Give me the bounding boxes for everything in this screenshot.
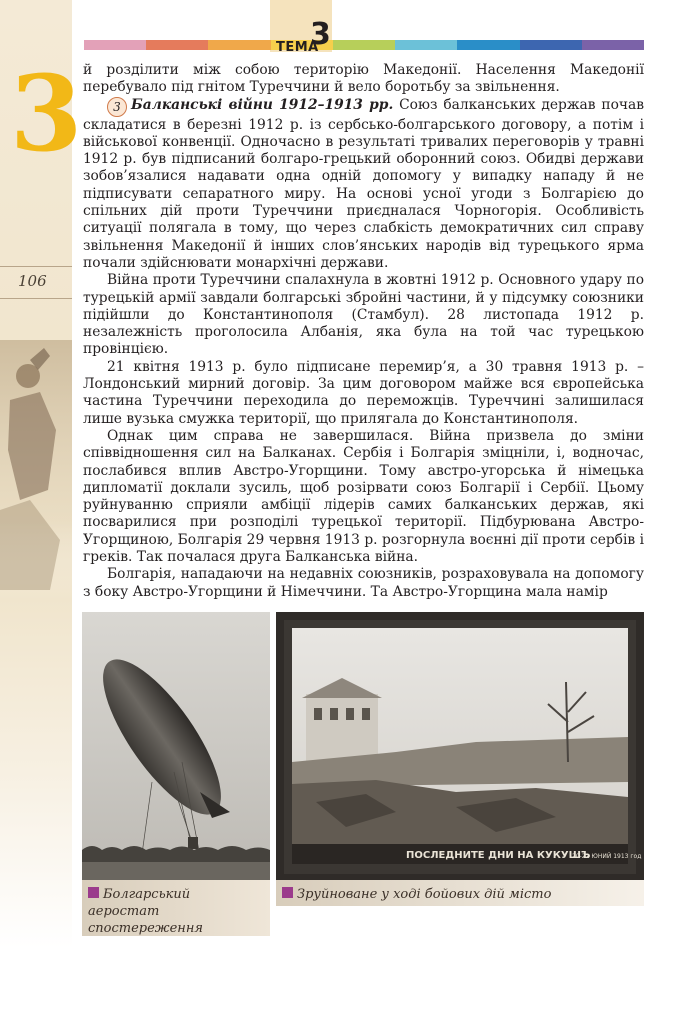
photo-banner-date: 20-22 ЮНИЙ 1913 год <box>572 853 642 860</box>
tema-number: 3 <box>310 17 331 52</box>
paragraph-1: й розділити між собою територію Македонії. Населення Македонії перебувало під гнітом Туреччини й вело боротьбу за звільнення. <box>83 62 644 96</box>
right-caption <box>282 886 642 903</box>
header-color-bar <box>84 40 644 50</box>
section-title: Балканські війни 1912–1913 рр. <box>131 96 394 113</box>
balloon-photo <box>82 612 270 882</box>
right-caption-text: Зруйноване у ході бойових дій місто <box>297 887 552 902</box>
header-bar-segment <box>146 40 208 50</box>
left-caption-text: Болгарський аеростат спостереження <box>88 887 204 936</box>
paragraph-2 <box>83 97 644 273</box>
paragraph-4: 21 квітня 1913 р. було підписане перемир’я, а 30 травня 1913 р. – Лондонський мирний договір. За цим договором майже вся європейська частина Туреччини переходила до переможців. Туреччині залишилася лише вузька смужка території, що прилягала до Константинополя. <box>83 358 644 427</box>
paragraph-2-text: Союз балканських держав почав складатися в березні 1912 р. із сербсько-болгарського договору, а потім і військової конвенції. Одночасно в результаті тривалих переговорів у травні 1912 р. був підписаний болгаро-грецький оборонний союз. Обидві держави зобов’язалися надавати одна одній допомогу у випадку нападу й не підписувати сепаратного миру. На основі усної угоди з Болгарією до спільних дій проти Туреччини приєдналася Чорногорія. Особливість ситуації полягала в тому, що через слабкість демократичних сил справу звільнення Македонії й інших слов’янських народів від турецького ярма почали здійснювати монархічні держави. <box>83 96 644 271</box>
paragraph-5: Однак цим справа не завершилася. Війна призвела до зміни співвідношення сил на Балканах. Сербія і Болгарія зміцніли, і, водночас, послабився вплив Австро-Угорщини. Тому австро-угорська й німецька дипломатії доклали зусиль, щоб розірвати союз Болгарії і Сербії. Цьому руйнуванню сприяли амбіції лідерів самих балканських держав, які посварилися при розподілі турецької території. Підбурювана Австро-Угорщиною, Болгарія 29 червня 1913 р. розгорнула воєнні дії проти сербів і греків. Так почалася друга Балканська війна. <box>83 427 644 566</box>
header-bar-segment <box>582 40 644 50</box>
page-number: 106 <box>18 272 47 290</box>
caption-square-icon <box>88 887 99 898</box>
page-number-rule-bottom <box>0 298 72 299</box>
header-bar-segment <box>333 40 395 50</box>
header-bar-segment <box>84 40 146 50</box>
page-number-rule-top <box>0 266 72 267</box>
destroyed-city-photo <box>276 612 644 882</box>
photo-banner-text: ПОСЛЕДНИТЕ ДНИ НА КУКУШЪ <box>406 850 591 861</box>
side-decorative-illustration <box>0 340 72 600</box>
header-bar-segment <box>395 40 457 50</box>
header-bar-segment <box>208 40 270 50</box>
paragraph-6: Болгарія, нападаючи на недавніх союзників, розраховувала на допомогу з боку Австро-Угорщини й Німеччини. Та Австро-Угорщина мала намір <box>83 566 644 600</box>
body-text <box>83 62 644 601</box>
header-bar-segment <box>520 40 582 50</box>
caption-square-icon <box>282 887 293 898</box>
tema-label: ТЕМА <box>276 40 319 55</box>
chapter-number: 3 <box>10 52 83 175</box>
section-marker: 3 <box>107 97 127 117</box>
left-caption <box>88 886 258 937</box>
header-bar-segment <box>457 40 519 50</box>
paragraph-3: Війна проти Туреччини спалахнула в жовтні 1912 р. Основного удару по турецькій армії завдали болгарські збройні частини, й у підсумку союзники підійшли до Константинополя (Стамбул). 28 листопада 1912 р. незалежність проголосила Албанія, яка була на той час турецькою провінцією. <box>83 272 644 358</box>
